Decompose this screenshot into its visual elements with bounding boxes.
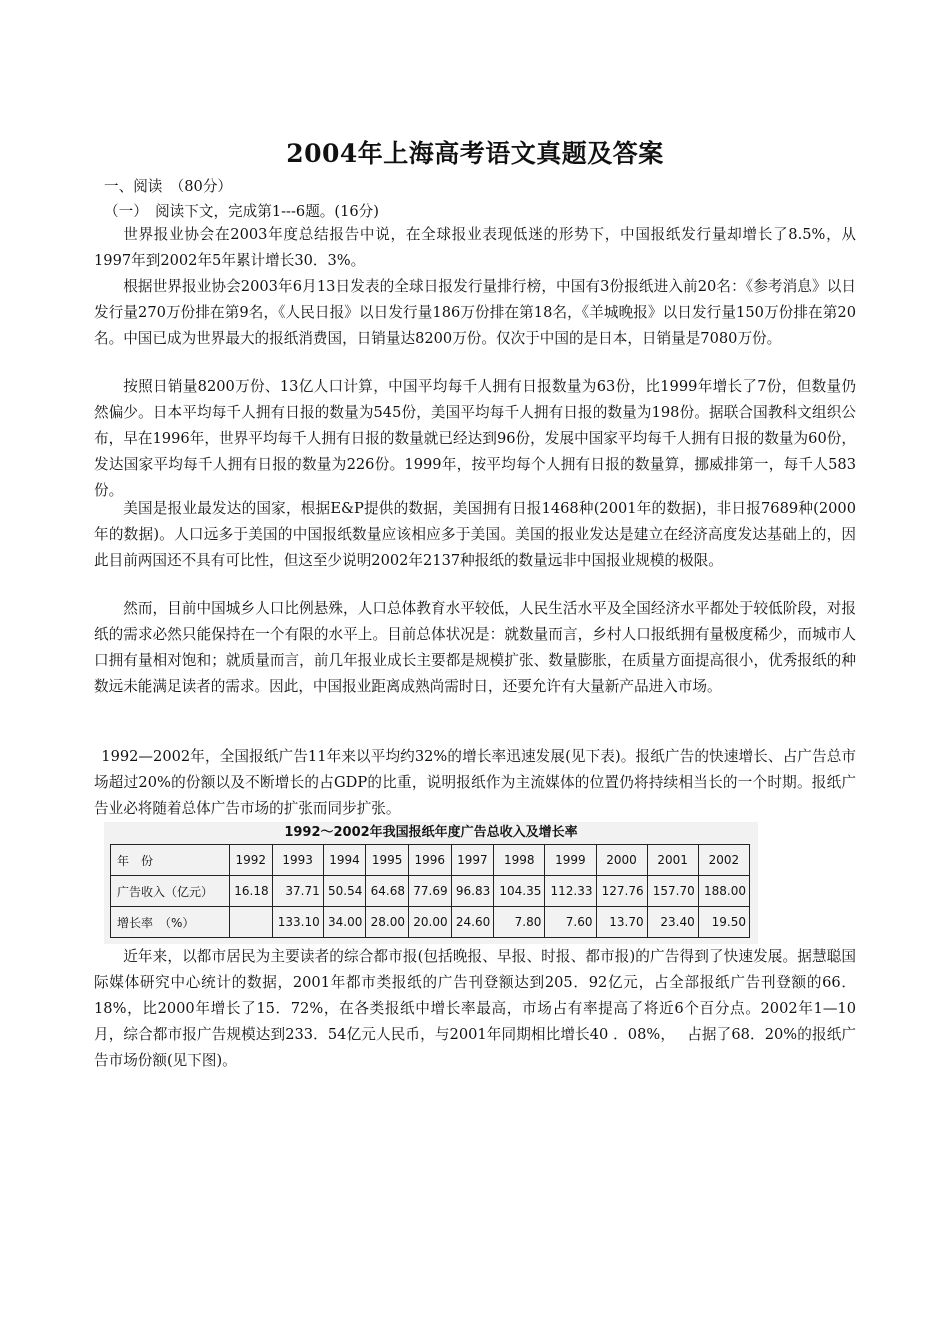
table-cell bbox=[230, 907, 273, 938]
table-cell: 127.76 bbox=[596, 876, 647, 907]
table-cell: 2001 bbox=[647, 845, 698, 876]
paragraph-7: 近年来，以都市居民为主要读者的综合都市报(包括晚报、早报、时报、都市报)的广告得到了快速发展。据慧聪国际媒体研究中心统计的数据，2001年都市类报纸的广告刊登额达到205．92亿元，占全部报纸广告刊登额的66．18%，比2000年增长了15．72%，在各类报纸中增长率最高，市场占有率提高了将近6个百分点。2002年1—10月，综合都市报广告规模达到233．54亿元人民币，与2001年同期相比增长40 ．08%， 占据了68．20%的报纸广告市场份额(见下图)。 bbox=[94, 948, 856, 1069]
table-cell: 2000 bbox=[596, 845, 647, 876]
paragraph-3: 按照日销量8200万份、13亿人口计算，中国平均每千人拥有日报数量为63份，比1999年增长了7份，但数量仍然偏少。日本平均每千人拥有日报的数量为545份，美国平均每千人拥有日报的数量为198份。据联合国教科文组织公布，早在1996年，世界平均每千人拥有日报的数量就已经达到96份，发展中国家平均每千人拥有日报的数量为60份，发达国家平均每千人拥有日报的数量为226份。1999年，按平均每个人拥有日报的数量算，挪威排第一，每千人583份。 bbox=[94, 378, 856, 499]
table-cell: 1998 bbox=[494, 845, 545, 876]
table-cell: 13.70 bbox=[596, 907, 647, 938]
table-cell: 23.40 bbox=[647, 907, 698, 938]
table-cell: 34.00 bbox=[323, 907, 366, 938]
table-cell: 1994 bbox=[323, 845, 366, 876]
table-cell: 7.60 bbox=[545, 907, 596, 938]
table-cell: 104.35 bbox=[494, 876, 545, 907]
table-cell: 1995 bbox=[366, 845, 409, 876]
table-cell: 1997 bbox=[451, 845, 494, 876]
table-cell: 1993 bbox=[272, 845, 323, 876]
table-cell: 77.69 bbox=[409, 876, 452, 907]
table-cell: 2002 bbox=[698, 845, 749, 876]
table-header-year: 年 份 bbox=[111, 845, 230, 876]
paragraph-5: 然而，目前中国城乡人口比例悬殊，人口总体教育水平较低，人民生活水平及全国经济水平都处于较低阶段，对报纸的需求必然只能保持在一个有限的水平上。目前总体状况是：就数量而言，乡村人口报纸拥有量极度稀少，而城市人口拥有量相对饱和；就质量而言，前几年报业成长主要都是规模扩张、数量膨胀，在质量方面提高很小，优秀报纸的种数远未能满足读者的需求。因此，中国报业距离成熟尚需时日，还要允许有大量新产品进入市场。 bbox=[94, 600, 856, 695]
paragraph-1: 世界报业协会在2003年度总结报告中说，在全球报业表现低迷的形势下，中国报纸发行量却增长了8.5%，从1997年到2002年5年累计增长30．3%。 bbox=[94, 226, 856, 269]
table-cell: 24.60 bbox=[451, 907, 494, 938]
table-row bbox=[111, 876, 750, 907]
table-cell: 16.18 bbox=[230, 876, 273, 907]
table-row bbox=[111, 907, 750, 938]
table-cell: 7.80 bbox=[494, 907, 545, 938]
paragraph-2: 根据世界报业协会2003年6月13日发表的全球日报发行量排行榜，中国有3份报纸进入前20名：《参考消息》以日发行量270万份排在第9名，《人民日报》以日发行量186万份排在第18名，《羊城晚报》以日发行量150万份排在第20名。中国已成为世界最大的报纸消费国，日销量达8200万份。仅次于中国的是日本，日销量是7080万份。 bbox=[94, 278, 856, 347]
table-cell: 37.71 bbox=[272, 876, 323, 907]
section-heading: 一、阅读 （80分） bbox=[104, 178, 233, 195]
table-row bbox=[111, 845, 750, 876]
page-title: 2004年上海高考语文真题及答案 bbox=[286, 139, 664, 168]
table-cell: 64.68 bbox=[366, 876, 409, 907]
table-cell: 188.00 bbox=[698, 876, 749, 907]
paragraph-6: 1992—2002年，全国报纸广告11年来以平均约32%的增长率迅速发展(见下表)。报纸广告的快速增长、占广告总市场超过20%的份额以及不断增长的占GDP的比重，说明报纸作为主流媒体的位置仍将持续相当长的一个时期。报纸广告业必将随着总体广告市场的扩张而同步扩张。 bbox=[94, 748, 856, 817]
table-cell: 28.00 bbox=[366, 907, 409, 938]
ad-revenue-table bbox=[110, 844, 750, 938]
table-cell: 112.33 bbox=[545, 876, 596, 907]
table-cell: 133.10 bbox=[272, 907, 323, 938]
table-title: 1992～2002年我国报纸年度广告总收入及增长率 bbox=[284, 825, 578, 840]
part-heading: （一） 阅读下文，完成第1---6题。(16分) bbox=[104, 203, 379, 220]
table-cell: 19.50 bbox=[698, 907, 749, 938]
table-header-growth: 增长率 （%） bbox=[111, 907, 230, 938]
table-cell: 1999 bbox=[545, 845, 596, 876]
table-header-revenue: 广告收入（亿元） bbox=[111, 876, 230, 907]
table-cell: 20.00 bbox=[409, 907, 452, 938]
table-cell: 157.70 bbox=[647, 876, 698, 907]
table-cell: 1996 bbox=[409, 845, 452, 876]
table-cell: 1992 bbox=[230, 845, 273, 876]
paragraph-4: 美国是报业最发达的国家，根据E&P提供的数据，美国拥有日报1468种(2001年的数据)，非日报7689种(2000年的数据)。人口远多于美国的中国报纸数量应该相应多于美国。美国的报业发达是建立在经济高度发达基础上的，因此目前两国还不具有可比性，但这至少说明2002年2137种报纸的数量远非中国报业规模的极限。 bbox=[94, 500, 856, 569]
table-cell: 96.83 bbox=[451, 876, 494, 907]
table-cell: 50.54 bbox=[323, 876, 366, 907]
ad-revenue-table-image bbox=[104, 822, 758, 944]
